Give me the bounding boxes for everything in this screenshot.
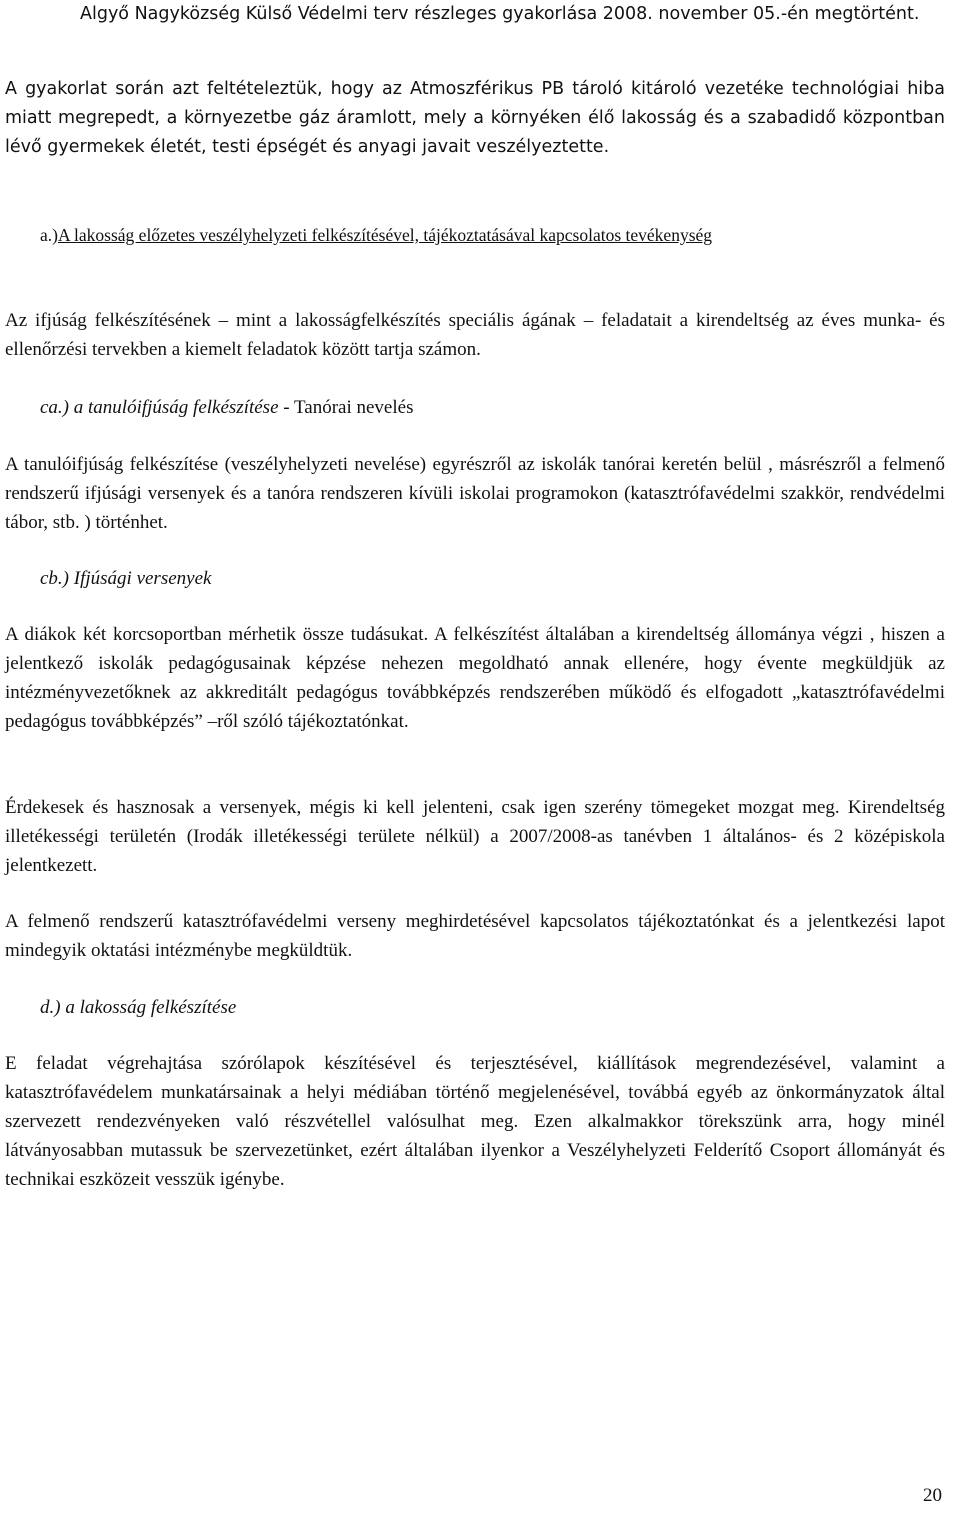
youth-preparation-paragraph: Az ifjúság felkészítésének – mint a lakosságfelkészítés speciális ágának – feladatait a kirendeltség az éves munka- és ellenőrzési tervekben a kiemelt feladatok között tartja számon. xyxy=(5,310,945,360)
section-a-heading xyxy=(40,221,945,250)
section-d-heading: d.) a lakosság felkészítése xyxy=(40,997,237,1018)
section-ca-title: ca.) a tanulóifjúság felkészítése xyxy=(40,397,279,418)
section-ca-subtitle: - Tanórai nevelés xyxy=(278,397,414,418)
announcement-paragraph: A felmenő rendszerű katasztrófavédelmi verseny meghirdetésével kapcsolatos tájékoztatónkat és a jelentkezési lapot mindegyik oktatási intézménybe megküldtük. xyxy=(5,911,945,961)
page-number: 20 xyxy=(923,1485,942,1506)
student-preparation-paragraph: A tanulóifjúság felkészítése (veszélyhelyzeti nevelése) egyrészről az iskolák tanórai keretén belül , másrészről a felmenő rendszerű ifjúsági versenyek és a tanóra rendszeren kívüli iskolai programokon (katasztrófavédelmi szakkör, rendvédelmi tábor, stb. ) történhet. xyxy=(5,454,945,533)
interest-paragraph: Érdekesek és hasznosak a versenyek, mégis ki kell jelenteni, csak igen szerény tömegeket mozgat meg. Kirendeltség illetékességi területén (Irodák illetékességi területe nélkül) a 2007/2008-as tanévben 1 általános- és 2 középiskola jelentkezett. xyxy=(5,797,945,876)
intro-paragraph: Algyő Nagyközség Külső Védelmi terv részleges gyakorlása 2008. november 05.-én megtörtént. xyxy=(80,4,920,24)
section-cb-heading: cb.) Ifjúsági versenyek xyxy=(40,568,212,589)
section-a-prefix: a.) xyxy=(40,225,58,245)
competitions-paragraph: A diákok két korcsoportban mérhetik össze tudásukat. A felkészítést általában a kirendeltség állománya végzi , hiszen a jelentkező iskolák pedagógusainak képzése nehezen megoldható annak ellenére, hogy évente megküldjük az intézményvezetőknek az akkreditált pedagógus továbbképzés rendszerében működő és elfogadott „katasztrófavédelmi pedagógus továbbképzés” –ről szóló tájékoztatónkat. xyxy=(5,624,945,732)
population-preparation-paragraph: E feladat végrehajtása szórólapok készítésével és terjesztésével, kiállítások megrendezésével, valamint a katasztrófavédelem munkatársainak a helyi médiában történő megjelenésével, továbbá egyéb az önkormányzatok által szervezett rendezvényeken való részvétellel valósulhat meg. Ezen alkalmakkor törekszünk arra, hogy minél látványosabban mutassuk be szervezetünket, ezért általában ilyenkor a Veszélyhelyzeti Felderítő Csoport állományát és technikai eszközeit vesszük igénybe. xyxy=(5,1053,945,1190)
section-a-title: A lakosság előzetes veszélyhelyzeti felkészítésével, tájékoztatásával kapcsolatos tevékenység xyxy=(57,225,713,245)
section-ca-heading xyxy=(40,393,413,422)
scenario-paragraph: A gyakorlat során azt feltételeztük, hogy az Atmoszférikus PB tároló kitároló vezetéke technológiai hiba miatt megrepedt, a környezetbe gáz áramlott, mely a környéken élő lakosság és a szabadidő központban lévő gyermekek életét, testi épségét és anyagi javait veszélyeztette. xyxy=(5,79,945,157)
